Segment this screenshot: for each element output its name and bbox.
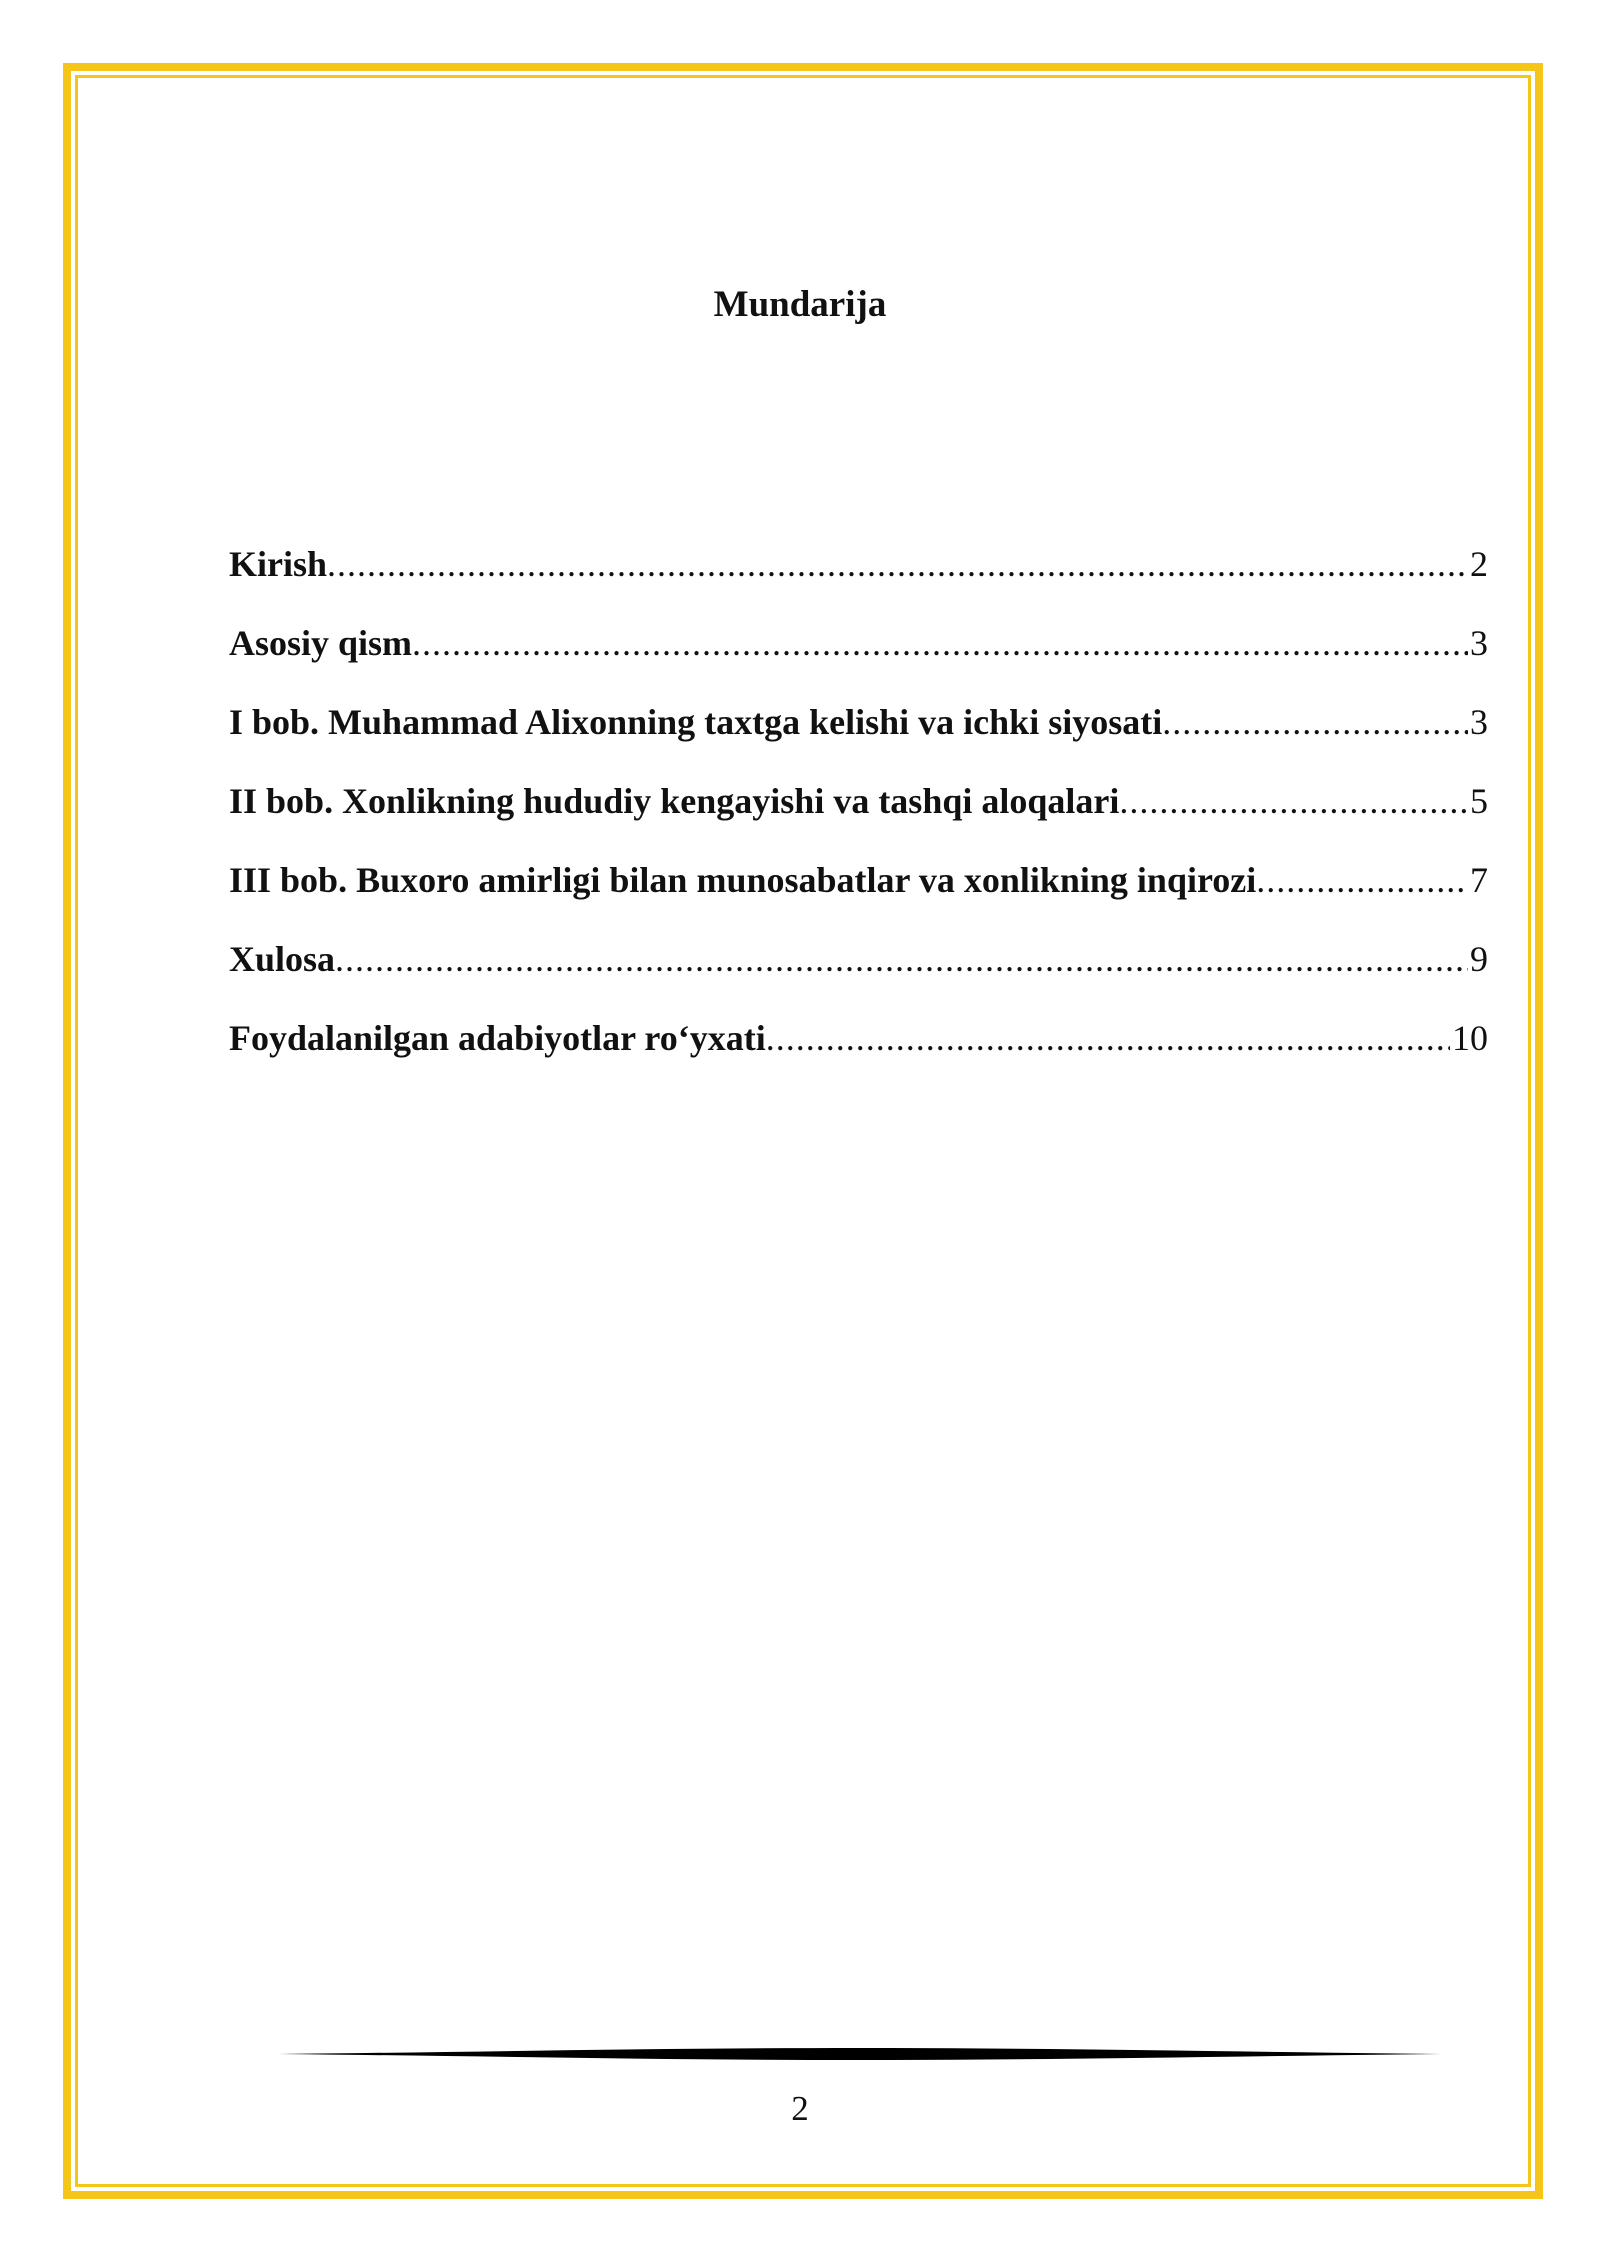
page-border-inner	[75, 75, 1531, 2187]
toc-entry-adabiyotlar[interactable]	[229, 1012, 1488, 1091]
footer-divider	[279, 2042, 1441, 2066]
table-of-contents	[229, 538, 1488, 1091]
toc-leader-dots	[1162, 696, 1468, 748]
toc-entry-label: Foydalanilgan adabiyotlar ro‘yxati	[229, 1018, 766, 1058]
toc-entry-page: 7	[1470, 860, 1488, 900]
toc-entry-label: Asosiy qism	[229, 623, 413, 663]
toc-entry-page: 3	[1470, 623, 1488, 663]
toc-entry-page: 2	[1470, 544, 1488, 584]
toc-entry-page: 5	[1470, 781, 1488, 821]
toc-entry-page: 10	[1452, 1018, 1488, 1058]
page-title: Mundarija	[713, 284, 887, 325]
toc-entry-label: III bob. Buxoro amirligi bilan munosabatlar va xonlikning inqirozi	[229, 860, 1257, 900]
toc-entry-chapter-3[interactable]	[229, 854, 1488, 933]
toc-leader-dots	[766, 1012, 1450, 1064]
toc-entry-label: I bob. Muhammad Alixonning taxtga kelishi va ichki siyosati	[229, 702, 1163, 742]
toc-leader-dots	[1256, 854, 1468, 906]
toc-entry-page: 9	[1470, 939, 1488, 979]
toc-leader-dots	[327, 538, 1468, 590]
toc-leader-dots	[1119, 775, 1468, 827]
toc-entry-label: Xulosa	[229, 939, 336, 979]
page-number: 2	[791, 2089, 809, 2128]
toc-entry-page: 3	[1470, 702, 1488, 742]
toc-leader-dots	[335, 933, 1468, 985]
toc-leader-dots	[412, 617, 1468, 669]
toc-entry-chapter-1[interactable]	[229, 696, 1488, 775]
toc-entry-kirish[interactable]	[229, 538, 1488, 617]
toc-entry-chapter-2[interactable]	[229, 775, 1488, 854]
toc-entry-asosiy-qism[interactable]	[229, 617, 1488, 696]
toc-entry-xulosa[interactable]	[229, 933, 1488, 1012]
toc-entry-label: Kirish	[229, 544, 328, 584]
toc-entry-label: II bob. Xonlikning hududiy kengayishi va tashqi aloqalari	[229, 781, 1120, 821]
